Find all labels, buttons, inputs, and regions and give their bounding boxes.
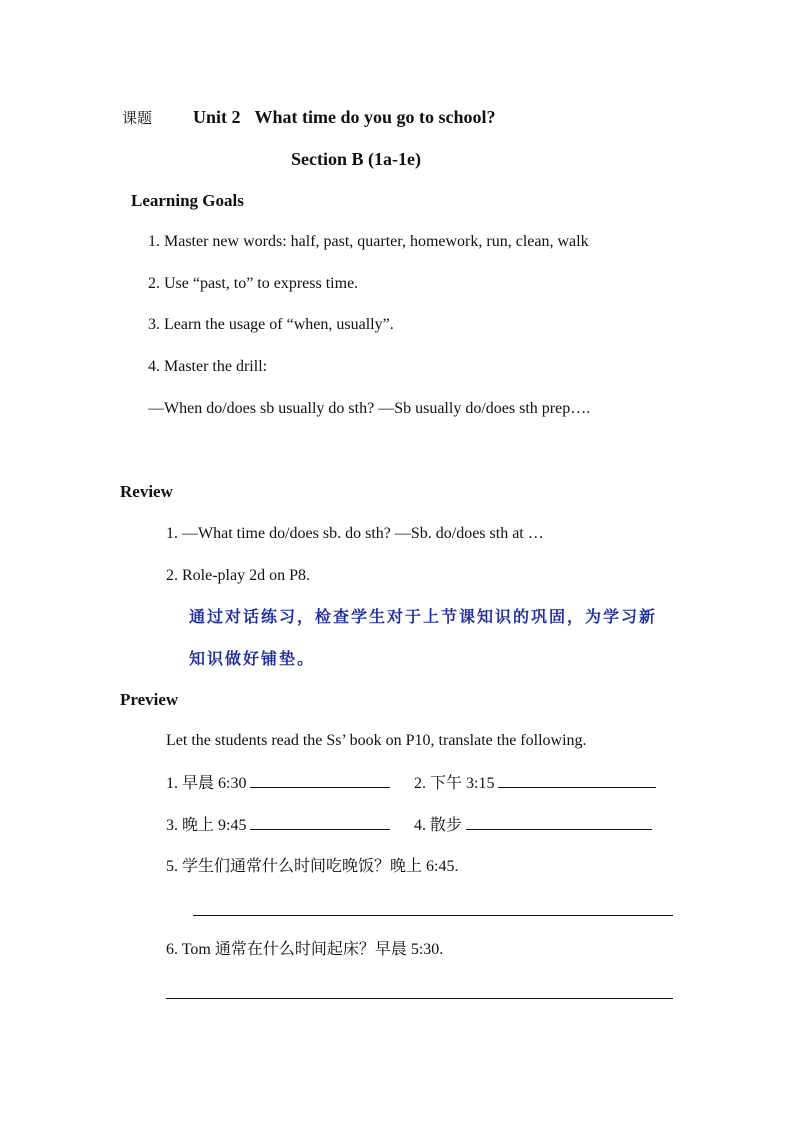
answer-blank[interactable] — [466, 815, 652, 830]
section-title: Section B (1a-1e) — [291, 149, 421, 169]
translate-question: 6. Tom 通常在什么时间起床？早晨 5:30. — [166, 941, 444, 958]
review-item: 2. Role-play 2d on P8. — [166, 567, 310, 584]
question-text: 3. 晚上 9:45 — [166, 817, 247, 834]
question-text: 4. 散步 — [414, 817, 463, 834]
review-item: 1. —What time do/does sb. do sth? —Sb. do/does sth at … — [166, 525, 544, 542]
goal-item: 3. Learn the usage of “when, usually”. — [148, 316, 394, 333]
answer-blank[interactable] — [498, 773, 656, 788]
answer-blank[interactable] — [250, 815, 390, 830]
translate-question — [414, 815, 652, 836]
goal-item: 2. Use “past, to” to express time. — [148, 275, 359, 292]
review-heading: Review — [120, 482, 173, 501]
learning-goals-heading: Learning Goals — [131, 191, 244, 210]
preview-heading: Preview — [120, 690, 179, 709]
answer-line[interactable] — [193, 915, 673, 916]
unit-title — [193, 107, 496, 127]
question-text: 1. 早晨 6:30 — [166, 775, 247, 792]
review-note-line: 知识做好铺垫。 — [189, 649, 316, 668]
translate-question — [166, 773, 390, 794]
goal-item: 1. Master new words: half, past, quarter, homework, run, clean, walk — [148, 233, 589, 250]
header — [122, 108, 152, 129]
translate-question: 5. 学生们通常什么时间吃晚饭？晚上 6:45. — [166, 858, 459, 875]
preview-intro: Let the students read the Ss’ book on P10, translate the following. — [166, 732, 587, 749]
answer-blank[interactable] — [250, 773, 390, 788]
unit-question: What time do you go to school? — [254, 107, 496, 127]
goal-drill: —When do/does sb usually do sth? —Sb usually do/does sth prep…. — [148, 400, 591, 417]
question-text: 2. 下午 3:15 — [414, 775, 495, 792]
answer-line[interactable] — [166, 998, 673, 999]
header-label: 课题 — [122, 109, 153, 127]
review-note-line: 通过对话练习，检查学生对于上节课知识的巩固，为学习新 — [189, 607, 658, 626]
translate-question — [166, 815, 390, 836]
translate-question — [414, 773, 656, 794]
goal-item: 4. Master the drill: — [148, 358, 268, 375]
unit-number: Unit 2 — [193, 107, 241, 127]
